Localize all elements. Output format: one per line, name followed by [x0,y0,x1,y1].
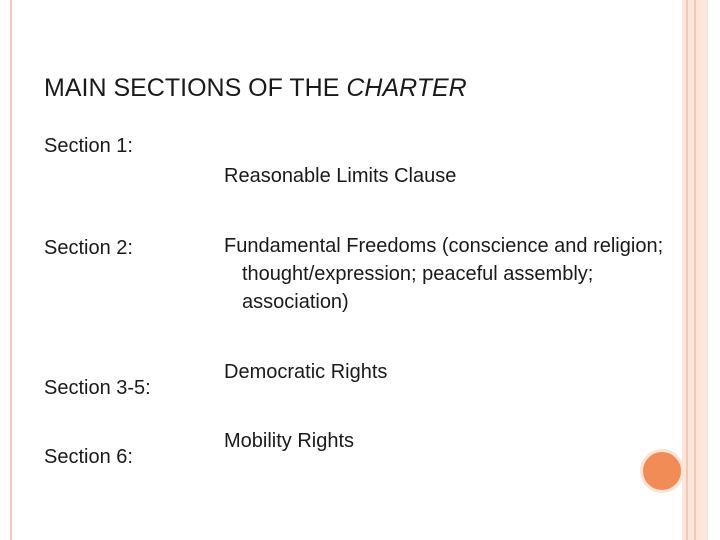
slide-frame-right-line-inner [694,0,696,540]
section-3-5-description: Democratic Rights [224,361,388,383]
section-1-description: Reasonable Limits Clause [224,165,457,187]
section-6-label: Section 6: [44,446,133,468]
section-2-description: Fundamental Freedoms (conscience and religion; thought/expression; peaceful assembly; association) [224,235,664,313]
section-1-label: Section 1: [44,135,133,157]
section-3-5-label: Section 3-5: [44,377,151,399]
slide-title-italic: CHARTER [346,74,467,102]
decorative-circle [640,449,684,493]
slide-title-main: MAIN SECTIONS OF THE [44,74,347,102]
slide-title [44,74,467,103]
section-6-description: Mobility Rights [224,430,355,452]
slide-frame-left-line [10,0,12,540]
section-2-label: Section 2: [44,237,133,259]
